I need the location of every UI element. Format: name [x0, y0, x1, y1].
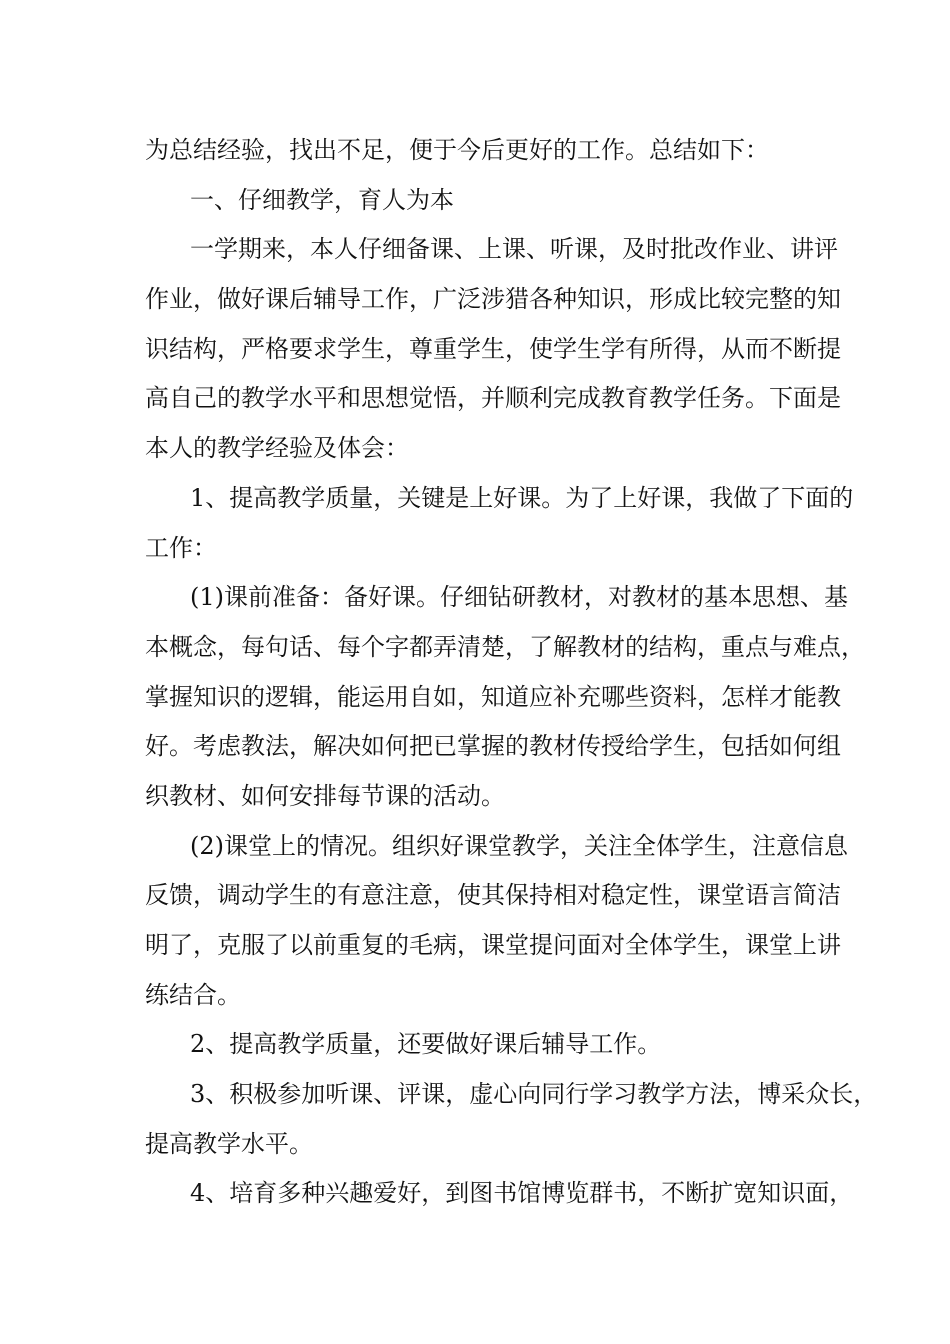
- text-line: 提高教学水平。: [145, 1129, 313, 1158]
- text-line: 本概念，每句话、每个字都弄清楚，了解教材的结构，重点与难点，: [145, 632, 865, 661]
- text-line: 反馈，调动学生的有意注意，使其保持相对稳定性，课堂语言简洁: [145, 881, 841, 910]
- text-line: 2、提高教学质量，还要做好课后辅导工作。: [190, 1030, 662, 1059]
- text-line: 高自己的教学水平和思想觉悟，并顺利完成教育教学任务。下面是: [145, 384, 841, 413]
- text-line: 1、提高教学质量，关键是上好课。为了上好课，我做了下面的: [190, 483, 854, 512]
- text-line: 4、培育多种兴趣爱好，到图书馆博览群书，不断扩宽知识面，: [190, 1179, 854, 1208]
- text-line: 工作：: [145, 533, 217, 562]
- text-line: (2)课堂上的情况。组织好课堂教学，关注全体学生，注意信息: [190, 831, 848, 860]
- text-line: 织教材、如何安排每节课的活动。: [145, 781, 505, 810]
- text-line: 本人的教学经验及体会：: [145, 434, 409, 463]
- text-line: 明了，克服了以前重复的毛病，课堂提问面对全体学生，课堂上讲: [145, 931, 841, 959]
- text-line: 作业，做好课后辅导工作，广泛涉猎各种知识，形成比较完整的知: [145, 285, 841, 314]
- text-line: 3、积极参加听课、评课，虚心向同行学习教学方法，博采众长，: [190, 1080, 878, 1109]
- document-body: [145, 126, 878, 1219]
- text-line: 为总结经验，找出不足，便于今后更好的工作。总结如下：: [145, 136, 769, 164]
- text-line: 掌握知识的逻辑，能运用自如，知道应补充哪些资料，怎样才能教: [145, 682, 841, 711]
- text-line: 好。考虑教法，解决如何把已掌握的教材传授给学生，包括如何组: [145, 732, 841, 761]
- section-heading: 一、仔细教学，育人为本: [190, 185, 454, 214]
- text-line: 识结构，严格要求学生，尊重学生，使学生学有所得，从而不断提: [145, 334, 841, 363]
- text-line: (1)课前准备：备好课。仔细钻研教材，对教材的基本思想、基: [190, 583, 848, 612]
- text-line: 练结合。: [145, 980, 241, 1009]
- text-line: 一学期来，本人仔细备课、上课、听课，及时批改作业、讲评: [190, 235, 838, 264]
